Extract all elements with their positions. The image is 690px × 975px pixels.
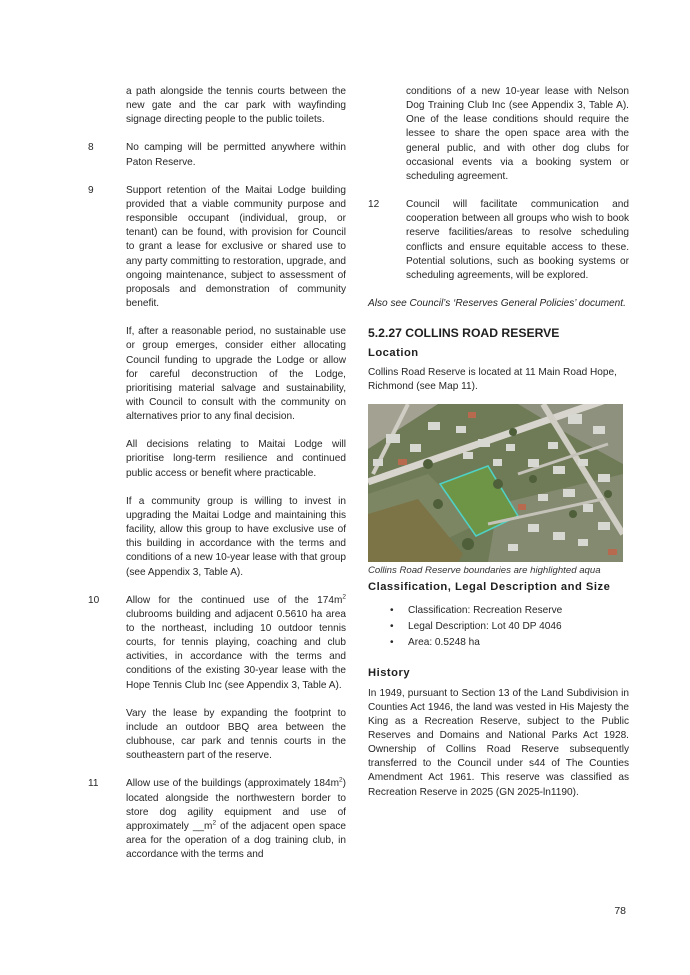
page-number: 78 — [614, 905, 626, 917]
left-column — [88, 85, 346, 862]
also-see-note: Also see Council’s ‘Reserves General Policies’ document. — [368, 298, 626, 310]
policy-item-12 — [368, 198, 629, 283]
history-text: In 1949, pursuant to Section 13 of the Land Subdivision in Counties Act 1946, the land was vested in His Majesty the King as a Recreation Reserve, subject to the Public Reserves and Domains and National Parks Act 1928. Ownership of Collins Road Reserve subsequently transferred to the Council under s44 of The Counties Amendment Act 1961. This reserve was classified as Recreation Reserve in 2025 (GN 2025-ln1190). — [368, 687, 629, 798]
policy-item-10 — [88, 594, 346, 693]
policy-number: 11 — [88, 778, 99, 790]
policy-text: No camping will be permitted anywhere within Paton Reserve. — [126, 142, 346, 168]
aerial-map-image — [368, 404, 623, 562]
policy-7-continuation: a path alongside the tennis courts between the new gate and the car park with wayfinding signage directing people to the public toilets. — [126, 86, 346, 126]
policy-number: 10 — [88, 594, 100, 606]
policy-number: 8 — [88, 142, 94, 154]
classification-list — [368, 603, 629, 651]
policy-item-11 — [88, 777, 346, 862]
policy-item-9 — [88, 184, 346, 311]
policy-text: Allow for the continued use of the $174m^2$ clubrooms building and adjacent 0.5610 ha area to the northeast, including 10 outdoor tennis courts, for tennis playing, coaching and club activities, in accordance with the terms and conditions of the existing 30-year lease with the Hope Tennis Club Inc (see Appendix 3, Table A). — [126, 593, 346, 691]
section-heading: 5.2.27 COLLINS ROAD RESERVE — [368, 326, 560, 341]
list-item: • Area: 0.5248 ha — [408, 635, 629, 651]
location-text: Collins Road Reserve is located at 11 Main Road Hope, Richmond (see Map 11). — [368, 367, 617, 393]
right-column — [368, 85, 629, 800]
policy-11-continuation: conditions of a new 10-year lease with Nelson Dog Training Club Inc (see Appendix 3, Table A). One of the lease conditions should require the lessee to share the open space area with the general public, and with other dog clubs for occasional events via a booking system or scheduling agreement. — [406, 86, 629, 182]
policy-number: 9 — [88, 184, 94, 196]
map-caption: Collins Road Reserve boundaries are highlighted aqua — [368, 564, 601, 576]
policy-number: 12 — [368, 199, 380, 211]
policy-item-8 — [88, 141, 346, 169]
list-item: • Classification: Recreation Reserve — [408, 603, 629, 619]
list-item: • Legal Description: Lot 40 DP 4046 — [408, 619, 629, 635]
policy-9-paragraph-3: All decisions relating to Maitai Lodge will prioritise long-term resilience and continued public access or benefit where practicable. — [126, 439, 346, 479]
policy-text: Council will facilitate communication and cooperation between all groups who wish to book reserve facilities/areas to resolve scheduling conflicts and ensure equitable access to these. Potential solutions, such as booking systems or scheduling agreements, will be explored. — [406, 199, 629, 281]
location-heading: Location — [368, 347, 419, 360]
policy-9-paragraph-2: If, after a reasonable period, no sustainable use or group emerges, consider either allocating Council funding to upgrade the Lodge or allow for careful deconstruction of the Lodge, prioritising material salvage and sustainability, with Council to consult with the community on alternatives prior to any final decision. — [126, 326, 346, 423]
policy-9-paragraph-4: If a community group is willing to invest in upgrading the Maitai Lodge and maintaining this facility, allow this group to have exclusive use of this building in accordance with the terms and conditions of a new 10-year lease with that group (see Appendix 3, Table A). — [126, 495, 346, 578]
policy-10-paragraph-2: Vary the lease by expanding the footprint to include an outdoor BBQ area between the clubhouse, car park and tennis courts in the southeastern part of the reserve. — [126, 707, 346, 762]
policy-text: Support retention of the Maitai Lodge building provided that a viable community purpose and responsible occupant (individual, group, or tenant) can be found, with provision for Council to grant a lease for exclusive or shared use to any party committing to restoration, upgrade, and ongoing maintenance, subject to assessment of proposals and demonstration of community benefit. — [126, 184, 346, 310]
aerial-map-graphic — [368, 404, 623, 562]
history-heading: History — [368, 666, 411, 679]
policy-text: Allow use of the buildings (approximately $184m^2$) located alongside the northwestern border to store dog agility equipment and use of approximately $\_\_m^2$ of the adjacent open space area for the operation of a dog training club, in accordance with the terms and — [126, 777, 346, 861]
classification-heading: Classification, Legal Description and Size — [368, 580, 611, 593]
